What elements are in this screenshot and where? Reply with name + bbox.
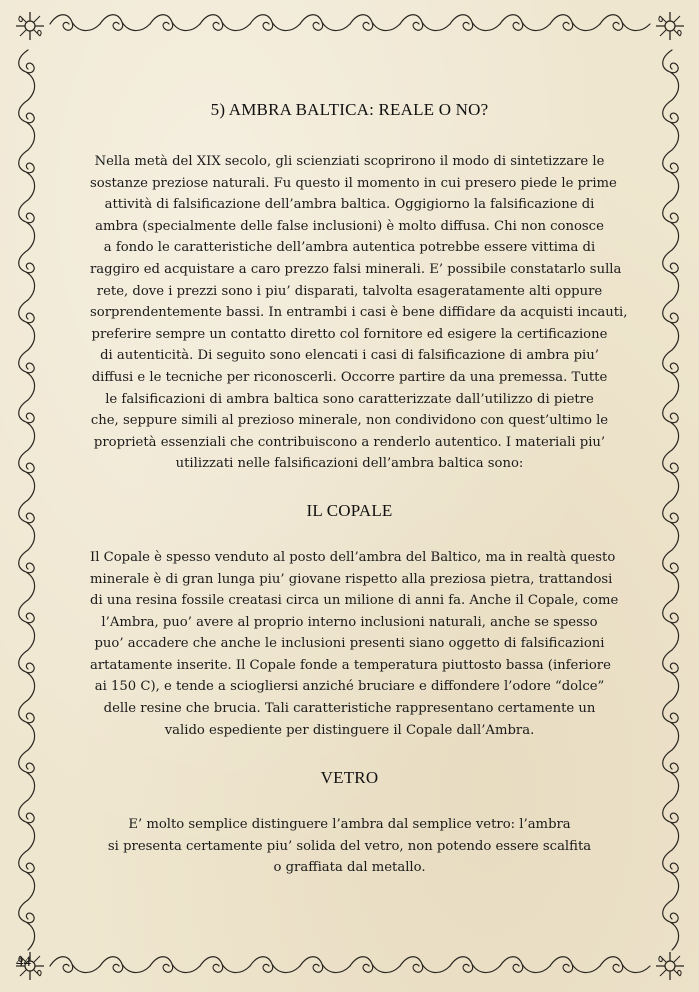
text-line: di autenticità. Di seguito sono elencati i casi di falsificazione di ambra piu’ bbox=[100, 348, 599, 364]
text-line: rete, dove i prezzi sono i piu’ disparati, talvolta esageratamente alti oppure bbox=[96, 283, 603, 299]
text-line: puo’ accadere che anche le inclusioni presenti siano oggetto di falsificazioni bbox=[94, 636, 605, 652]
text-line: Nella metà del XIX secolo, gli scienziati scoprirono il modo di sintetizzare le bbox=[94, 154, 605, 169]
section-body-copale bbox=[90, 547, 619, 741]
text-line: Il Copale è spesso venduto al posto dell’ambra del Baltico, ma in realtà questo bbox=[90, 549, 616, 565]
text-line: valido espediente per distinguere il Copale dall’Ambra. bbox=[164, 722, 535, 738]
text-line: o graffiata dal metallo. bbox=[273, 860, 426, 876]
section-title-vetro: VETRO bbox=[320, 768, 379, 788]
bottom-border bbox=[50, 957, 650, 973]
text-line: a fondo le caratteristiche dell’ambra autentica potrebbe essere vittima di bbox=[103, 240, 596, 256]
left-border bbox=[19, 50, 35, 950]
text-line: proprietà essenziali che contribuiscono a renderlo autentico. I materiali piu’ bbox=[93, 434, 606, 450]
text-line: di una resina fossile creatasi circa un milione di anni fa. Anche il Copale, come bbox=[90, 593, 619, 609]
text-line: delle resine che brucia. Tali caratteristiche rappresentano certamente un bbox=[103, 701, 596, 717]
section-title-copale: IL COPALE bbox=[306, 500, 393, 520]
page-number: 44 bbox=[16, 954, 31, 970]
text-line: sostanze preziose naturali. Fu questo il momento in cui presero piede le prime bbox=[90, 175, 617, 191]
text-line: sorprendentemente bassi. In entrambi i casi è bene diffidare da acquisti incauti, bbox=[90, 305, 628, 321]
text-line: utilizzati nelle falsificazioni dell’ambra baltica sono: bbox=[175, 456, 524, 472]
text-line: l’Ambra, puo’ avere al proprio interno inclusioni naturali, anche se spesso bbox=[101, 614, 598, 630]
corner-ornament-top-left bbox=[16, 12, 44, 40]
corner-ornament-bottom-right bbox=[656, 952, 684, 980]
text-line: ai 150 C), e tende a sciogliersi anziché bruciare e diffondere l’odore “dolce” bbox=[94, 679, 605, 695]
text-line: raggiro ed acquistare a caro prezzo falsi minerali. E’ possibile constatarlo sulla bbox=[90, 261, 622, 277]
text-line: preferire sempre un contatto diretto col fornitore ed esigere la certificazione bbox=[91, 326, 608, 342]
text-line: artatamente inserite. Il Copale fonde a temperatura piuttosto bassa (inferiore bbox=[90, 657, 611, 673]
text-line: le falsificazioni di ambra baltica sono caratterizzate dall’utilizzo di pietre bbox=[105, 391, 594, 407]
right-border bbox=[663, 50, 679, 950]
section-title-ambra-baltica: 5) AMBRA BALTICA: REALE O NO? bbox=[210, 100, 489, 119]
corner-ornament-top-right bbox=[656, 12, 684, 40]
text-line: si presenta certamente piu’ solida del vetro, non potendo essere scalfita bbox=[107, 838, 592, 854]
section-body-vetro bbox=[90, 814, 609, 879]
text-line: che, seppure simili al prezioso minerale, non condividono con quest’ultimo le bbox=[90, 413, 609, 429]
section-body-ambra-baltica bbox=[90, 151, 628, 475]
text-line: E’ molto semplice distinguere l’ambra dal semplice vetro: l’ambra bbox=[128, 817, 571, 833]
text-line: attività di falsificazione dell’ambra baltica. Oggigiorno la falsificazione di bbox=[104, 197, 595, 213]
page-content bbox=[90, 96, 628, 879]
text-line: ambra (specialmente delle false inclusioni) è molto diffusa. Chi non conosce bbox=[95, 218, 604, 234]
top-border bbox=[50, 15, 650, 31]
text-line: diffusi e le tecniche per riconoscerli. Occorre partire da una premessa. Tutte bbox=[91, 369, 608, 385]
text-line: minerale è di gran lunga piu’ giovane rispetto alla preziosa pietra, trattandosi bbox=[90, 571, 613, 587]
